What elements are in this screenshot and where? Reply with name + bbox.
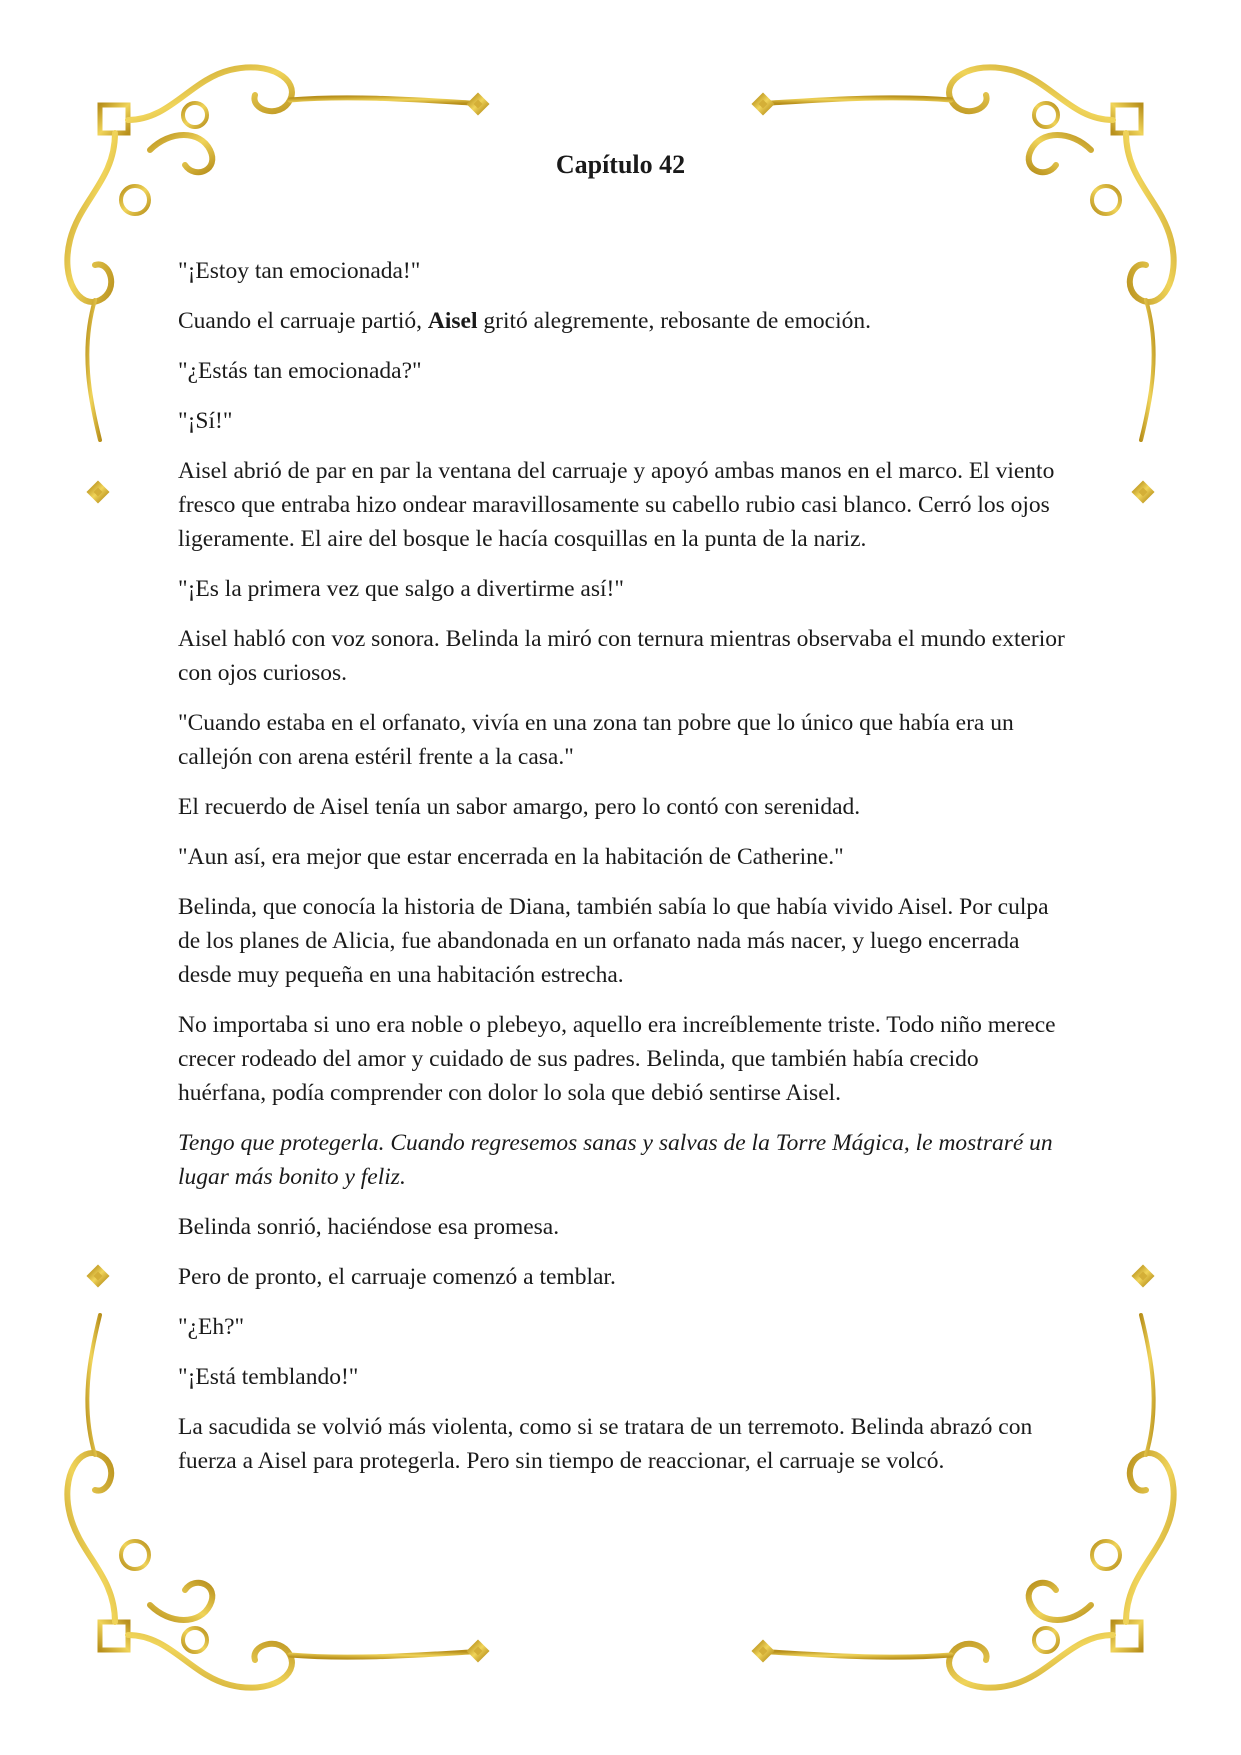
paragraph: "¡Sí!": [178, 408, 233, 434]
text-run: Cuando el carruaje partió,: [178, 308, 428, 334]
paragraph: [178, 304, 1070, 338]
paragraph: "¿Eh?": [178, 1314, 245, 1340]
paragraph: La sacudida se volvió más violenta, como si se tratara de un terremoto. Belinda abrazó con fuerza a Aisel para protegerla. Pero sin tiempo de reaccionar, el carruaje se volcó.: [178, 1414, 1033, 1474]
paragraph: El recuerdo de Aisel tenía un sabor amargo, pero lo contó con serenidad.: [178, 794, 861, 820]
paragraph: "Aun así, era mejor que estar encerrada en la habitación de Catherine.": [178, 844, 844, 870]
paragraph: Aisel abrió de par en par la ventana del carruaje y apoyó ambas manos en el marco. El viento fresco que entraba hizo ondear maravillosamente su cabello rubio casi blanco. Cerró los ojos ligeramente. El aire del bosque le hacía cosquillas en la punta de la nariz.: [178, 458, 1055, 552]
paragraph: Belinda sonrió, haciéndose esa promesa.: [178, 1214, 560, 1240]
chapter-body: [178, 254, 1070, 1494]
paragraph: "¡Es la primera vez que salgo a divertirme así!": [178, 576, 624, 602]
paragraph: Pero de pronto, el carruaje comenzó a temblar.: [178, 1264, 616, 1290]
paragraph: No importaba si uno era noble o plebeyo, aquello era increíblemente triste. Todo niño merece crecer rodeado del amor y cuidado de sus padres. Belinda, que también había crecido huérfana, podía comprender con dolor lo sola que debió sentirse Aisel.: [178, 1012, 1056, 1106]
paragraph: Tengo que protegerla. Cuando regresemos sanas y salvas de la Torre Mágica, le mostraré un lugar más bonito y feliz.: [178, 1130, 1053, 1190]
paragraph: Aisel habló con voz sonora. Belinda la miró con ternura mientras observaba el mundo exterior con ojos curiosos.: [178, 626, 1065, 686]
paragraph: "Cuando estaba en el orfanato, vivía en una zona tan pobre que lo único que había era un callejón con arena estéril frente a la casa.": [178, 710, 1014, 770]
chapter-title: Capítulo 42: [555, 150, 686, 179]
text-run: gritó alegremente, rebosante de emoción.: [477, 308, 871, 334]
paragraph: "¡Está temblando!": [178, 1364, 359, 1390]
paragraph: Belinda, que conocía la historia de Diana, también sabía lo que había vivido Aisel. Por culpa de los planes de Alicia, fue abandonada en un orfanato nada más nacer, y luego encerrada desde muy pequeña en una habitación estrecha.: [178, 894, 1049, 988]
paragraph: "¿Estás tan emocionada?": [178, 358, 422, 384]
paragraph: "¡Estoy tan emocionada!": [178, 258, 421, 284]
bold-name: Aisel: [427, 308, 478, 334]
